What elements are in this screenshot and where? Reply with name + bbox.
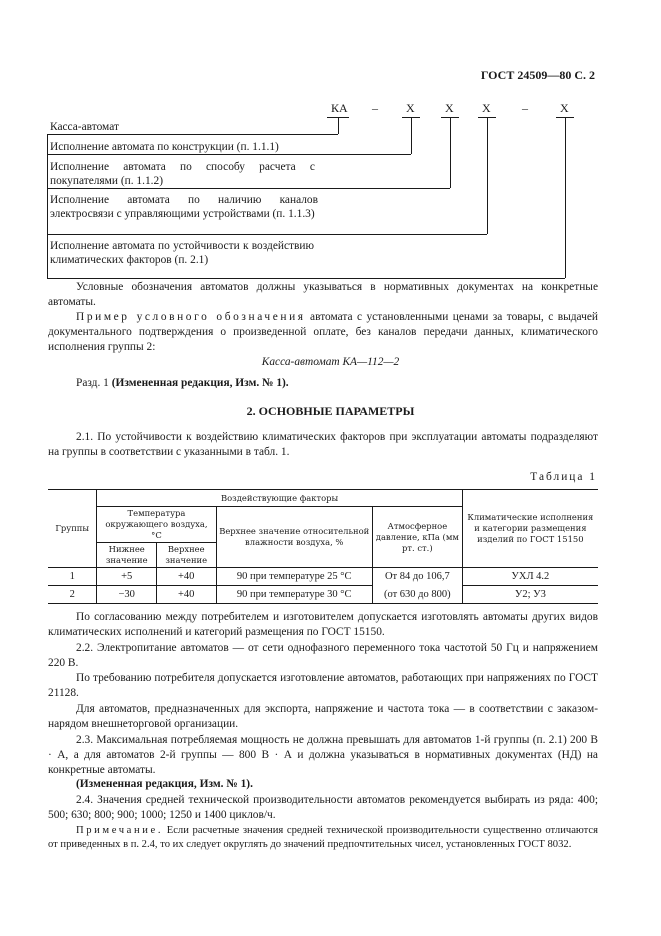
th-temperature: Температура окружающего воздуха, °С bbox=[97, 507, 216, 543]
example-lead: Пример условного обозначения bbox=[76, 311, 306, 323]
para-export: Для автоматов, предназначенных для экспорта, напряжение и частота тока — в соответствии с заказом-нарядом внешнеторговой организации. bbox=[48, 703, 598, 730]
para-2-2: 2.2. Электропитание автоматов — от сети однофазного переменного тока частотой 50 Гц и напряжением 220 В. bbox=[48, 642, 598, 669]
table-row bbox=[48, 568, 598, 586]
cell-upper: +40 bbox=[156, 568, 216, 586]
note bbox=[48, 824, 598, 852]
razd-bold: (Измененная редакция, Изм. № 1). bbox=[111, 377, 289, 389]
cell-climate: У2; У3 bbox=[462, 586, 598, 604]
note-lead: Примечание. bbox=[76, 825, 164, 836]
standard-header: ГОСТ 24509—80 С. 2 bbox=[480, 68, 595, 82]
para-agreement: По согласованию между потребителем и изготовителем допускается изготовлять автоматы других видов климатических исполнений и категорий размещения по ГОСТ 15150. bbox=[48, 611, 598, 638]
table-row bbox=[48, 586, 598, 604]
th-humidity: Верхнее значение относительной влажности воздуха, % bbox=[216, 507, 372, 568]
code-ka: КА bbox=[331, 101, 348, 115]
label-payment: Исполнение автомата по способу расчета с покупателями (п. 1.1.2) bbox=[50, 161, 315, 187]
hleader-2 bbox=[47, 154, 411, 155]
leader-3 bbox=[450, 117, 451, 188]
label-construction: Исполнение автомата по конструкции (п. 1.1.1) bbox=[50, 141, 279, 153]
cell-lower: +5 bbox=[97, 568, 157, 586]
th-factors: Воздействующие факторы bbox=[97, 490, 462, 507]
hleader-4 bbox=[47, 234, 487, 235]
hleader-1 bbox=[47, 134, 338, 135]
th-climate: Климатические исполнения и категории размещения изделий по ГОСТ 15150 bbox=[462, 490, 598, 568]
cell-humidity: 90 при температуре 25 °С bbox=[216, 568, 372, 586]
cell-upper: +40 bbox=[156, 586, 216, 604]
cell-climate: УХЛ 4.2 bbox=[511, 571, 550, 582]
th-upper: Верхнее значение bbox=[156, 543, 216, 568]
para-2-4: 2.4. Значения средней технической производительности автоматов рекомендуется выбирать из ряда: 400; 500; 630; 800; 900; 1000; 1250 и 1400 циклов/ч. bbox=[48, 794, 598, 821]
code-x1: Х bbox=[406, 101, 415, 115]
leader-5 bbox=[565, 117, 566, 278]
code-dash-1: – bbox=[372, 101, 378, 115]
climate-table bbox=[48, 489, 598, 604]
para-example bbox=[48, 310, 598, 355]
th-pressure: Атмосферное давление, кПа (мм рт. ст.) bbox=[372, 507, 462, 568]
razd-prefix: Разд. 1 bbox=[76, 377, 112, 389]
changed-edition: (Измененная редакция, Изм. № 1). bbox=[76, 778, 253, 790]
cell-pressure-1: От 84 до 106,7 bbox=[372, 568, 462, 586]
para-request: По требованию потребителя допускается изготовление автоматов, работающих при напряжениях по ГОСТ 21128. bbox=[48, 672, 598, 699]
code-x2: Х bbox=[445, 101, 454, 115]
example-rest: автомата с установленными ценами за товары, с выдачей документального подтверждения о произведенной оплате, без каналов передачи данных, климатического исполнения группы 2: bbox=[48, 311, 599, 353]
hleader-5 bbox=[47, 278, 565, 279]
example-designation: Касса-автомат КА—112—2 bbox=[261, 356, 400, 368]
cell-group: 1 bbox=[48, 568, 97, 586]
leader-4 bbox=[487, 117, 488, 234]
scheme-spine bbox=[47, 134, 48, 278]
razd-change bbox=[76, 376, 289, 391]
para-designations: Условные обозначения автоматов должны указываться в нормативных документах на конкретные автоматы. bbox=[48, 281, 598, 308]
code-dash-2: – bbox=[522, 101, 528, 115]
label-kassa: Касса-автомат bbox=[50, 121, 119, 133]
section-title: 2. ОСНОВНЫЕ ПАРАМЕТРЫ bbox=[246, 404, 415, 418]
note-rest: Если расчетные значения средней технической производительности существенно отличаются от приведенных в п. 2.4, то их следует округлять до значений предпочтительных чисел, установленных ГОСТ 8032. bbox=[48, 825, 598, 850]
cell-lower: −30 bbox=[97, 586, 157, 604]
label-climate: Исполнение автомата по устойчивости к воздействию климатических факторов (п. 2.1) bbox=[50, 240, 314, 266]
cell-pressure-2: (от 630 до 800) bbox=[372, 586, 462, 604]
leader-2 bbox=[411, 117, 412, 154]
th-lower: Нижнее значение bbox=[97, 543, 157, 568]
leader-1 bbox=[338, 117, 339, 134]
label-channels: Исполнение автомата по наличию каналов электросвязи с управляющими устройствами (п. 1.1.3) bbox=[50, 194, 318, 220]
code-x3: Х bbox=[482, 101, 491, 115]
cell-group: 2 bbox=[48, 586, 97, 604]
code-x4: Х bbox=[560, 101, 569, 115]
para-2-1: 2.1. По устойчивости к воздействию климатических факторов при эксплуатации автоматы подразделяют на группы в соответствии с указанными в табл. 1. bbox=[48, 431, 598, 458]
cell-humidity: 90 при температуре 30 °С bbox=[216, 586, 372, 604]
th-groups: Группы bbox=[48, 490, 97, 568]
hleader-3 bbox=[47, 188, 450, 189]
table-caption: Таблица 1 bbox=[530, 471, 597, 483]
para-2-3: 2.3. Максимальная потребляемая мощность не должна превышать для автоматов 1-й группы (п. 2.1) 200 В · А, а для автоматов 2-й группы — 800 В · А и должна указываться в нормативных документах (НД) на конкретные автоматы. bbox=[48, 734, 598, 776]
